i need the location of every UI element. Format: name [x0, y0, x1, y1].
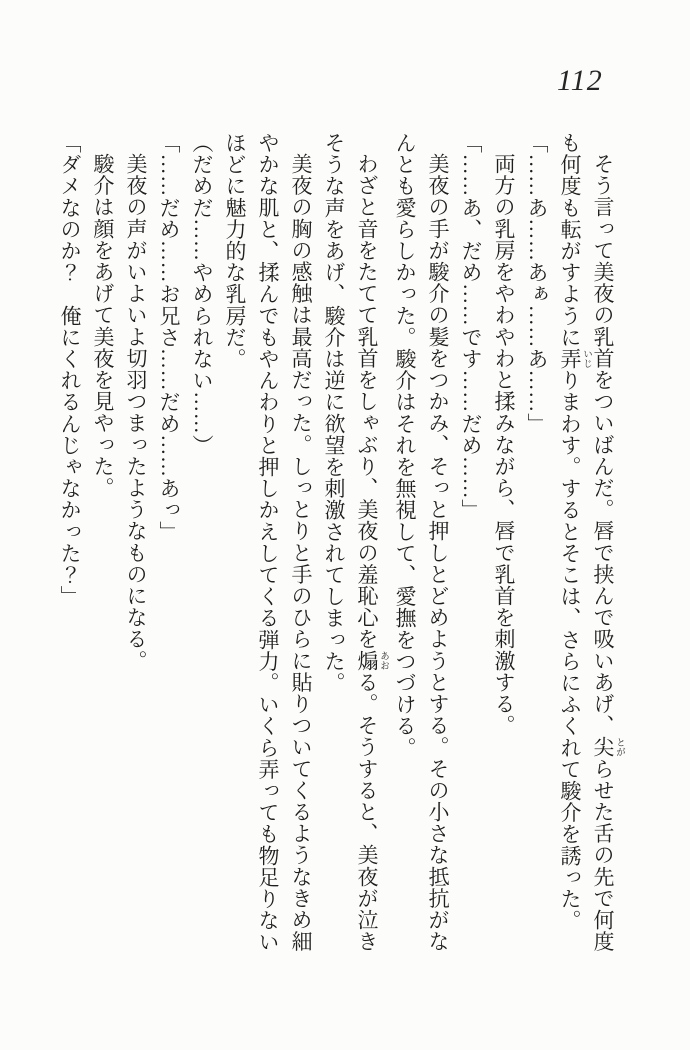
ruby-annotated-kanji: 煽 あお — [355, 649, 388, 672]
paragraph: 駿介は顔をあげて美夜を見やった。 — [91, 153, 115, 499]
paragraph: 「……あ……あぁ……あ……」 — [525, 132, 549, 435]
furigana: いじ — [581, 348, 591, 370]
paragraph: 両方の乳房をやわやわと揉みながら、唇で乳首を刺激する。 — [492, 153, 516, 737]
paragraph: （だめだ……やめられない……） — [190, 132, 214, 456]
paragraph: 「ダメなのか？ 俺にくれるんじゃなかった？」 — [58, 132, 82, 608]
page-number: 112 — [557, 64, 603, 97]
paragraph: 美夜の手が駿介の髪をつかみ、そっと押しとどめようとする。その小さな抵抗がなんとも愛らしかった。駿介はそれを無視して、愛撫をつづける。 — [393, 132, 450, 953]
furigana: とが — [614, 736, 624, 758]
ruby-annotated-kanji: 尖 とが — [591, 736, 624, 758]
ruby-annotated-kanji: 弄 いじ — [558, 348, 591, 370]
paragraph: 美夜の声がいよいよ切羽つまったようなものになる。 — [124, 153, 148, 672]
paragraph: 「……あ、だめ……です……だめ……」 — [459, 132, 483, 521]
furigana: あお — [378, 649, 388, 672]
vertical-text-area — [53, 132, 624, 956]
paragraph: そう言って美夜の乳首をついばんだ。唇で挟んで吸いあげ、尖 とがらせた舌の先で何度も何度も転がすように弄 いじりまわす。するとそこは、さらにふくれて駿介を誘った。 — [558, 132, 624, 953]
paragraph: 「……だめ……お兄さ……だめ……あっ」 — [157, 132, 181, 543]
paragraph: 美夜の胸の感触は最高だった。しっとりと手のひらに貼りついてくるようなきめ細やかな肌と、揉んでもやんわりと押しかえしてくる弾力。いくら弄っても物足りないほどに魅力的な乳房だ。 — [223, 132, 313, 953]
paragraph: わざと音をたてて乳首をしゃぶり、美夜の羞恥心を煽 あおる。そうすると、美夜が泣きそうな声をあげ、駿介は逆に欲望を刺激されてしまった。 — [322, 132, 388, 953]
